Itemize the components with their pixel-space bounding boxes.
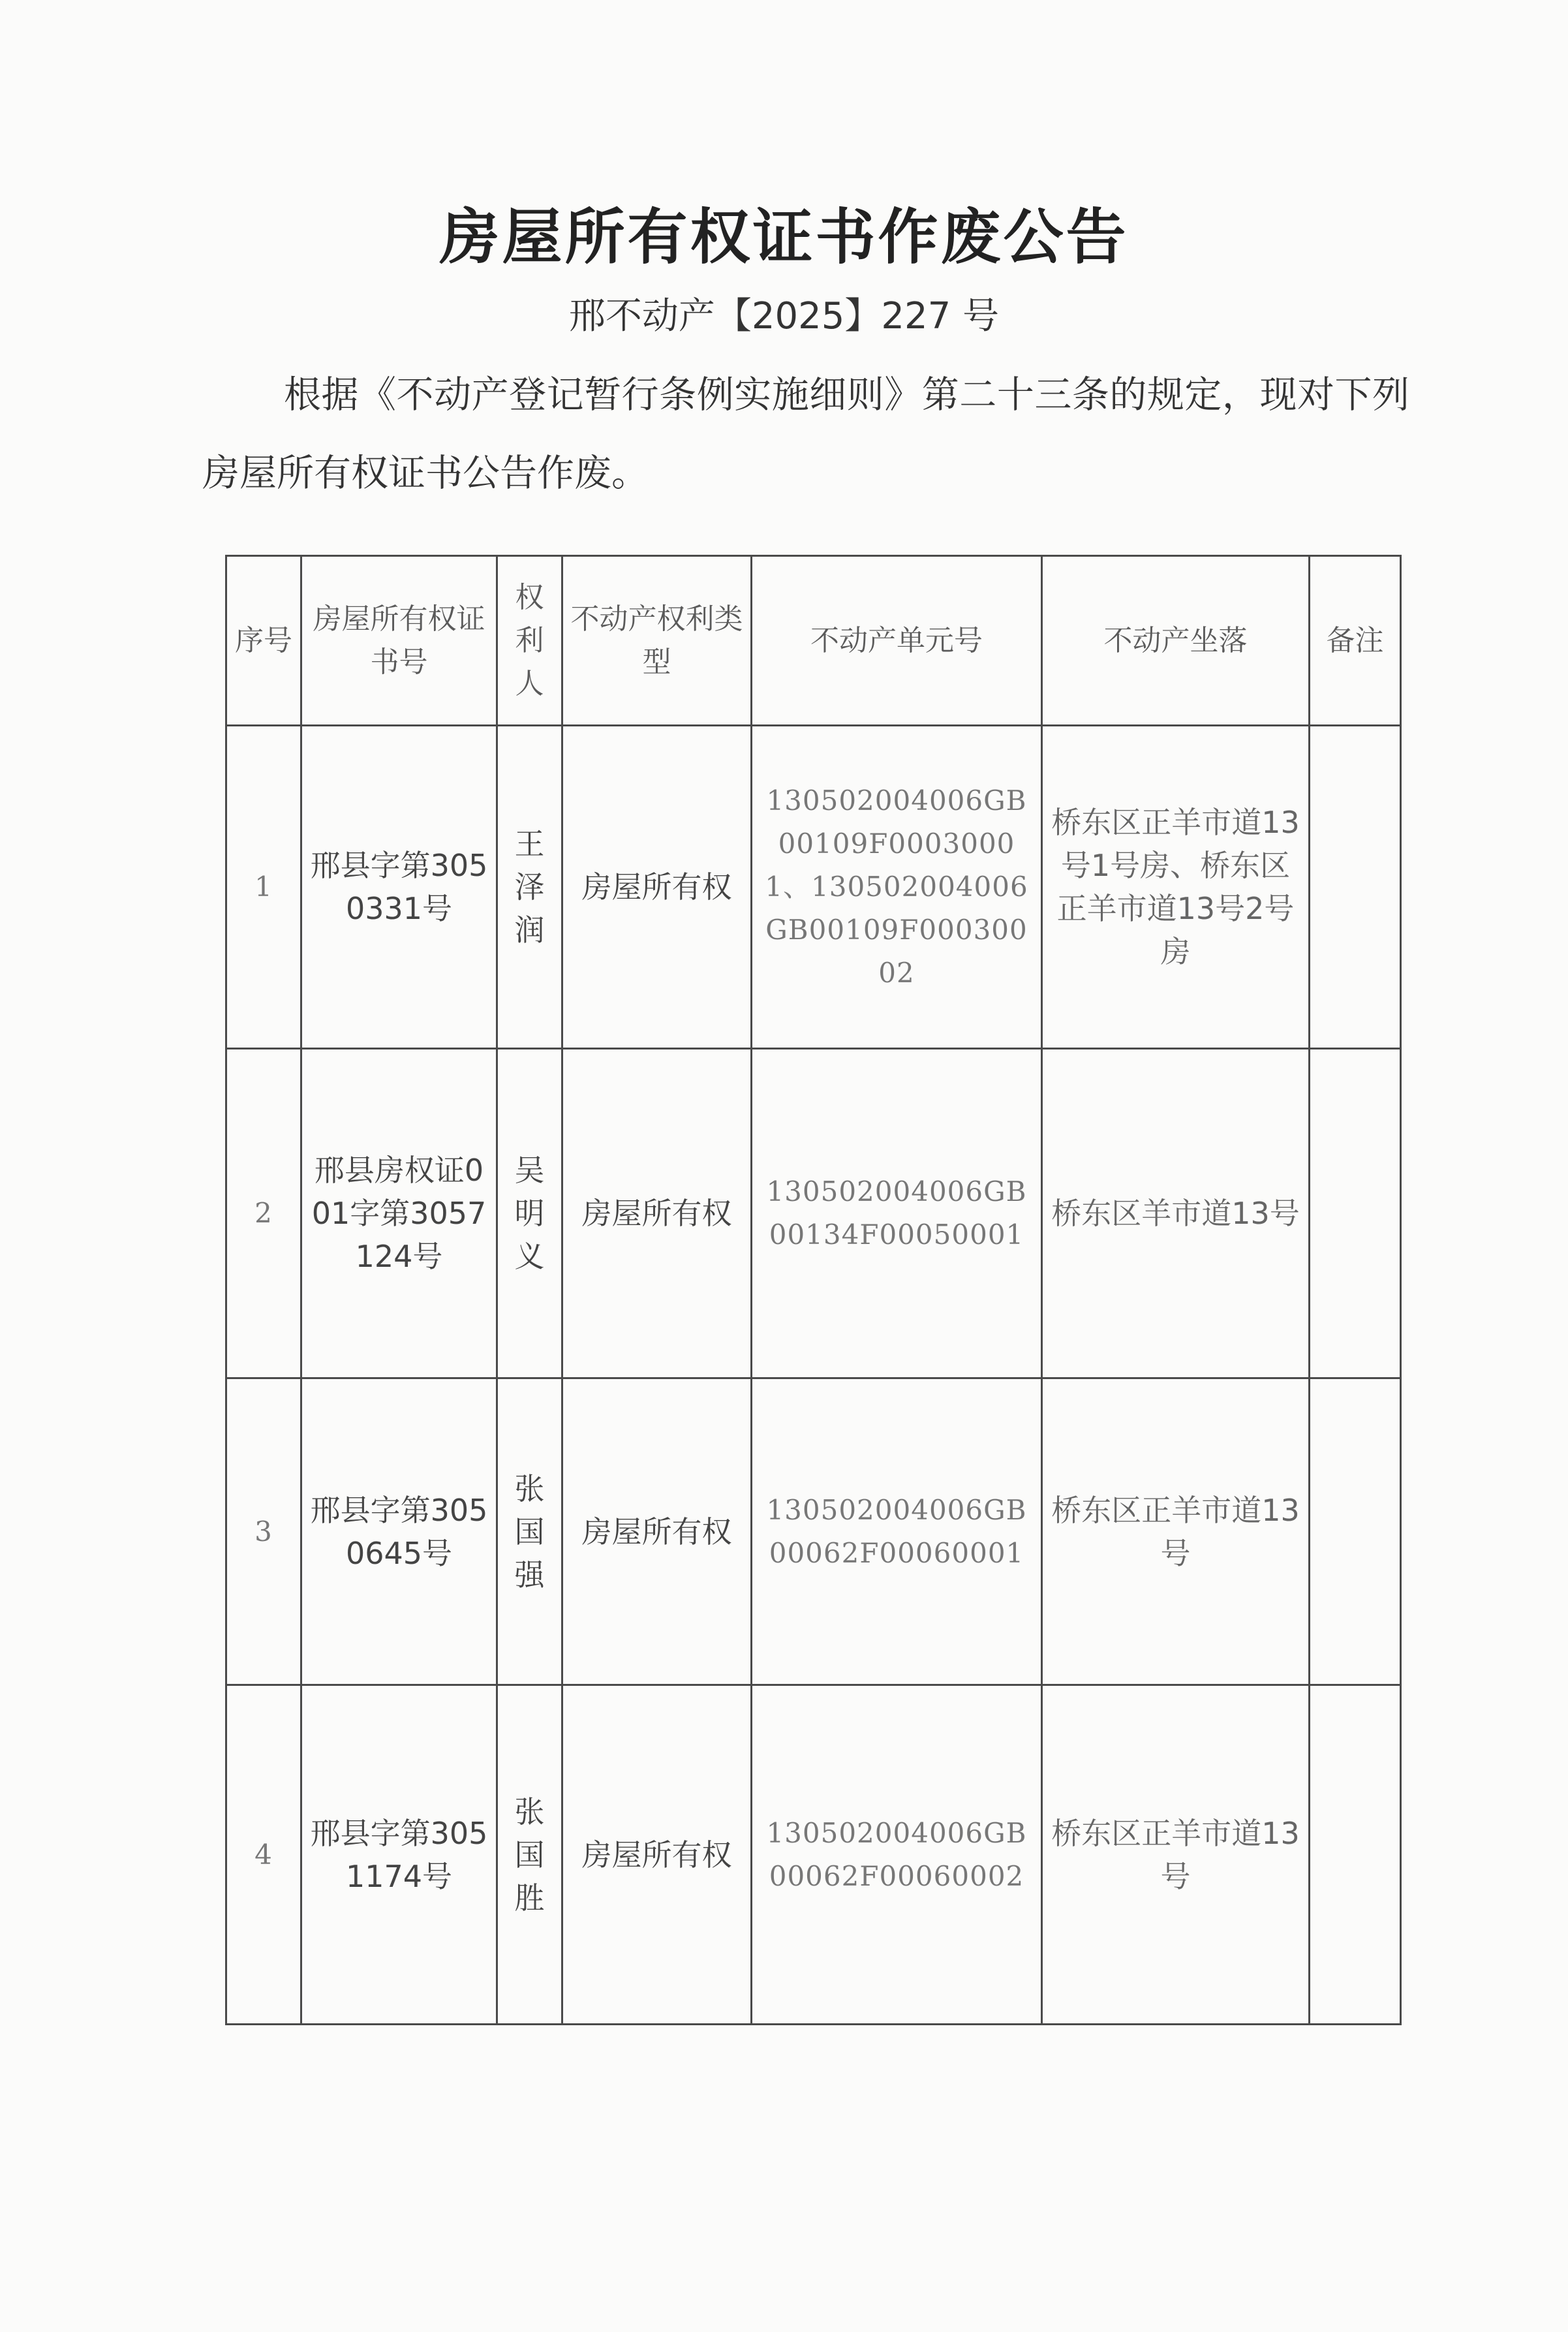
row-right-type: 房屋所有权 <box>562 1049 752 1378</box>
row-remark <box>1310 1685 1401 2025</box>
intro-paragraph: 根据《不动产登记暂行条例实施细则》第二十三条的规定，现对下列房屋所有权证书公告作废。 <box>202 373 1409 495</box>
row-owner: 张国胜 <box>497 1685 562 2025</box>
page-title: 房屋所有权证书作废公告 <box>439 202 1129 272</box>
row-owner: 王泽润 <box>497 726 562 1049</box>
row-seq: 4 <box>226 1685 301 2025</box>
row-location: 桥东区正羊市道13号1号房、桥东区正羊市道13号2号房 <box>1042 726 1310 1049</box>
row-location: 桥东区正羊市道13号 <box>1042 1378 1310 1685</box>
row-seq: 3 <box>226 1378 301 1685</box>
table-row <box>226 726 1401 1049</box>
table-row <box>226 1378 1401 1685</box>
table-row <box>226 1049 1401 1378</box>
row-right-type: 房屋所有权 <box>562 1378 752 1685</box>
row-location: 桥东区羊市道13号 <box>1042 1049 1310 1378</box>
header-owner: 权利人 <box>497 556 562 726</box>
row-unit-no: 130502004006GB00134F00050001 <box>752 1049 1042 1378</box>
row-cert-no: 邢县字第3050645号 <box>301 1378 497 1685</box>
row-owner: 张国强 <box>497 1378 562 1685</box>
row-cert-no: 邢县字第3051174号 <box>301 1685 497 2025</box>
header-remark: 备注 <box>1310 556 1401 726</box>
row-owner: 吴明义 <box>497 1049 562 1378</box>
document-number: 邢不动产【2025】227 号 <box>568 295 1000 337</box>
header-seq: 序号 <box>226 556 301 726</box>
row-unit-no: 130502004006GB00062F00060002 <box>752 1685 1042 2025</box>
header-unit-no: 不动产单元号 <box>752 556 1042 726</box>
header-location: 不动产坐落 <box>1042 556 1310 726</box>
row-seq: 2 <box>226 1049 301 1378</box>
row-cert-no: 邢县房权证001字第3057124号 <box>301 1049 497 1378</box>
row-unit-no: 130502004006GB00062F00060001 <box>752 1378 1042 1685</box>
row-remark <box>1310 1378 1401 1685</box>
row-cert-no: 邢县字第3050331号 <box>301 726 497 1049</box>
table-header-row <box>226 556 1401 726</box>
row-right-type: 房屋所有权 <box>562 1685 752 2025</box>
header-right-type: 不动产权利类型 <box>562 556 752 726</box>
row-remark <box>1310 1049 1401 1378</box>
row-location: 桥东区正羊市道13号 <box>1042 1685 1310 2025</box>
table-row <box>226 1685 1401 2025</box>
certificate-table <box>225 555 1402 2025</box>
row-seq: 1 <box>226 726 301 1049</box>
header-cert-no: 房屋所有权证书号 <box>301 556 497 726</box>
row-right-type: 房屋所有权 <box>562 726 752 1049</box>
row-remark <box>1310 726 1401 1049</box>
row-unit-no: 130502004006GB00109F00030001、130502004006GB00109F00030002 <box>752 726 1042 1049</box>
